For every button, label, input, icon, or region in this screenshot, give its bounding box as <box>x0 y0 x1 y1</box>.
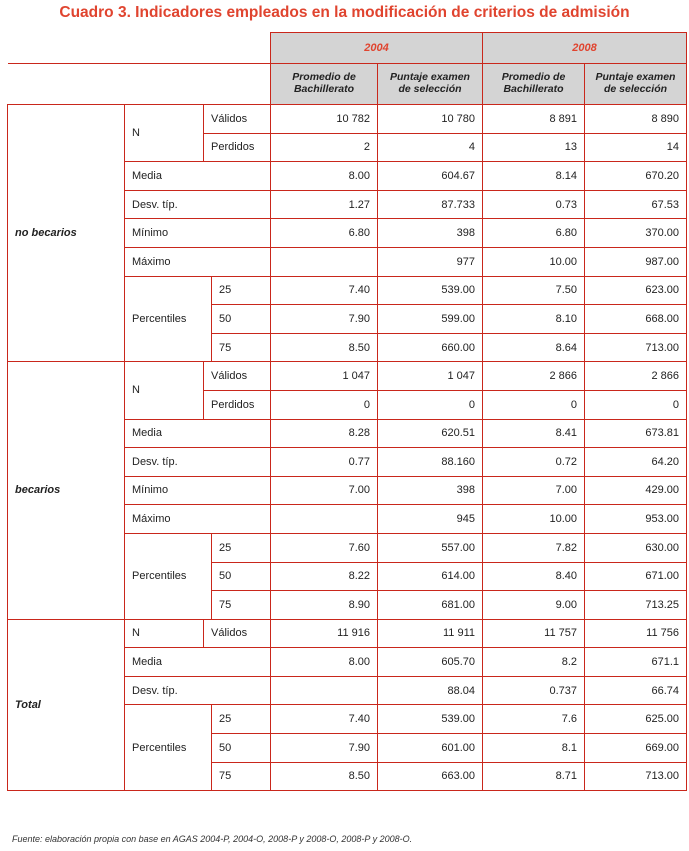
cell: 8.00 <box>271 648 378 677</box>
cell: 713.00 <box>585 762 687 791</box>
cell: 673.81 <box>585 419 687 448</box>
cell: 11 756 <box>585 619 687 648</box>
cell: 660.00 <box>378 333 483 362</box>
row-label: Válidos <box>204 105 271 134</box>
row-label: Mínimo <box>125 476 271 505</box>
group-label: no becarios <box>8 105 125 362</box>
cell: 671.1 <box>585 648 687 677</box>
cell: 7.6 <box>483 705 585 734</box>
cell: 7.00 <box>483 476 585 505</box>
row-label: Media <box>125 162 271 191</box>
cell: 64.20 <box>585 448 687 477</box>
cell: 8.50 <box>271 762 378 791</box>
data-table <box>7 32 687 791</box>
row-label: 50 <box>212 305 271 334</box>
percentiles-label: Percentiles <box>125 533 212 619</box>
row-label: Media <box>125 419 271 448</box>
row-label: Máximo <box>125 505 271 534</box>
cell: 10.00 <box>483 505 585 534</box>
cell: 4 <box>378 133 483 162</box>
cell: 398 <box>378 219 483 248</box>
cell: 7.90 <box>271 734 378 763</box>
row-label: Perdidos <box>204 133 271 162</box>
cell <box>271 505 378 534</box>
cell: 604.67 <box>378 162 483 191</box>
cell: 557.00 <box>378 533 483 562</box>
year-header-2008: 2008 <box>483 33 687 64</box>
cell: 539.00 <box>378 705 483 734</box>
cell: 7.00 <box>271 476 378 505</box>
row-label: Desv. típ. <box>125 190 271 219</box>
cell: 1 047 <box>271 362 378 391</box>
cell: 681.00 <box>378 591 483 620</box>
cell: 6.80 <box>271 219 378 248</box>
cell: 1.27 <box>271 190 378 219</box>
cell: 713.25 <box>585 591 687 620</box>
cell: 10 782 <box>271 105 378 134</box>
cell: 13 <box>483 133 585 162</box>
table-row <box>8 105 687 134</box>
row-label: Perdidos <box>204 390 271 419</box>
percentiles-label: Percentiles <box>125 276 212 362</box>
row-label: 75 <box>212 591 271 620</box>
cell: 2 866 <box>483 362 585 391</box>
cell: 11 757 <box>483 619 585 648</box>
col-header: Puntaje examen de selección <box>585 64 687 105</box>
cell: 0 <box>271 390 378 419</box>
cell: 10.00 <box>483 247 585 276</box>
col-header: Puntaje examen de selección <box>378 64 483 105</box>
n-label: N <box>125 105 204 162</box>
year-header-row <box>8 33 687 64</box>
cell: 620.51 <box>378 419 483 448</box>
cell: 0.77 <box>271 448 378 477</box>
cell: 8.10 <box>483 305 585 334</box>
year-header-2004: 2004 <box>271 33 483 64</box>
cell: 539.00 <box>378 276 483 305</box>
n-label: N <box>125 362 204 419</box>
row-label: 75 <box>212 333 271 362</box>
cell: 1 047 <box>378 362 483 391</box>
cell: 88.160 <box>378 448 483 477</box>
cell: 7.50 <box>483 276 585 305</box>
cell: 625.00 <box>585 705 687 734</box>
cell: 671.00 <box>585 562 687 591</box>
cell: 9.00 <box>483 591 585 620</box>
blank-corner <box>8 64 271 105</box>
cell: 601.00 <box>378 734 483 763</box>
cell: 605.70 <box>378 648 483 677</box>
row-label: Válidos <box>204 362 271 391</box>
cell: 0.73 <box>483 190 585 219</box>
column-header-row <box>8 64 687 105</box>
blank-corner <box>8 33 271 64</box>
cell: 713.00 <box>585 333 687 362</box>
table-row <box>8 362 687 391</box>
cell: 953.00 <box>585 505 687 534</box>
cell: 67.53 <box>585 190 687 219</box>
cell: 0 <box>585 390 687 419</box>
cell: 10 780 <box>378 105 483 134</box>
cell: 11 911 <box>378 619 483 648</box>
cell: 0.737 <box>483 676 585 705</box>
cell: 614.00 <box>378 562 483 591</box>
cell: 2 <box>271 133 378 162</box>
row-label: Mínimo <box>125 219 271 248</box>
cell: 14 <box>585 133 687 162</box>
cell: 7.40 <box>271 276 378 305</box>
cell: 8.90 <box>271 591 378 620</box>
cell: 7.60 <box>271 533 378 562</box>
row-label: 25 <box>212 533 271 562</box>
cell: 87.733 <box>378 190 483 219</box>
percentiles-label: Percentiles <box>125 705 212 791</box>
table-title: Cuadro 3. Indicadores empleados en la modificación de criterios de admisión <box>59 4 630 21</box>
cell: 7.40 <box>271 705 378 734</box>
cell: 669.00 <box>585 734 687 763</box>
cell: 88.04 <box>378 676 483 705</box>
row-label: 50 <box>212 562 271 591</box>
cell: 66.74 <box>585 676 687 705</box>
cell: 8.28 <box>271 419 378 448</box>
footnote: Fuente: elaboración propia con base en AGAS 2004-P, 2004-O, 2008-P y 2008-O, 2008-P y 2008-O. <box>12 834 413 844</box>
cell: 429.00 <box>585 476 687 505</box>
group-label: becarios <box>8 362 125 619</box>
cell: 8.41 <box>483 419 585 448</box>
cell: 8.22 <box>271 562 378 591</box>
cell: 398 <box>378 476 483 505</box>
cell: 8.50 <box>271 333 378 362</box>
cell: 7.82 <box>483 533 585 562</box>
row-label: 25 <box>212 705 271 734</box>
cell: 0 <box>483 390 585 419</box>
cell <box>271 676 378 705</box>
cell: 0 <box>378 390 483 419</box>
cell: 370.00 <box>585 219 687 248</box>
cell: 6.80 <box>483 219 585 248</box>
cell: 623.00 <box>585 276 687 305</box>
cell: 977 <box>378 247 483 276</box>
cell: 2 866 <box>585 362 687 391</box>
cell: 11 916 <box>271 619 378 648</box>
cell: 987.00 <box>585 247 687 276</box>
cell: 8.00 <box>271 162 378 191</box>
cell: 0.72 <box>483 448 585 477</box>
cell: 670.20 <box>585 162 687 191</box>
cell: 8.71 <box>483 762 585 791</box>
cell: 668.00 <box>585 305 687 334</box>
row-label: Media <box>125 648 271 677</box>
cell: 630.00 <box>585 533 687 562</box>
n-label: N <box>125 619 204 648</box>
row-label: Desv. típ. <box>125 676 271 705</box>
col-header: Promedio de Bachillerato <box>271 64 378 105</box>
row-label: Válidos <box>204 619 271 648</box>
cell: 8.2 <box>483 648 585 677</box>
cell: 945 <box>378 505 483 534</box>
cell: 8 890 <box>585 105 687 134</box>
group-label: Total <box>8 619 125 791</box>
row-label: 75 <box>212 762 271 791</box>
row-label: Desv. típ. <box>125 448 271 477</box>
cell: 7.90 <box>271 305 378 334</box>
cell: 599.00 <box>378 305 483 334</box>
row-label: Máximo <box>125 247 271 276</box>
row-label: 50 <box>212 734 271 763</box>
cell: 8 891 <box>483 105 585 134</box>
table-row <box>8 619 687 648</box>
row-label: 25 <box>212 276 271 305</box>
cell <box>271 247 378 276</box>
cell: 8.1 <box>483 734 585 763</box>
cell: 8.64 <box>483 333 585 362</box>
cell: 8.40 <box>483 562 585 591</box>
col-header: Promedio de Bachillerato <box>483 64 585 105</box>
cell: 8.14 <box>483 162 585 191</box>
cell: 663.00 <box>378 762 483 791</box>
